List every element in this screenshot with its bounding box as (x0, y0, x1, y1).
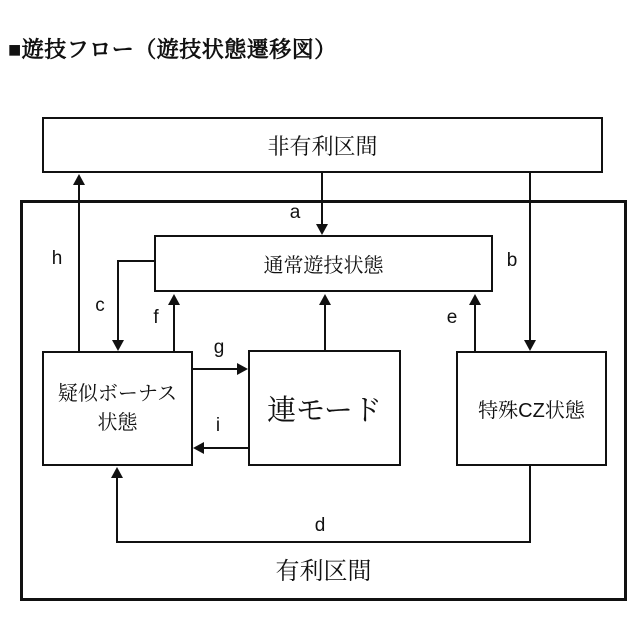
box-advantage-zone-label: 有利区間 (275, 558, 372, 585)
connector-g-label: g (213, 337, 225, 358)
box-pseudo-bonus-state (42, 351, 193, 466)
connector-b-line (529, 173, 531, 342)
connector-a-label: a (289, 202, 301, 223)
connector-d-line-horizontal (116, 541, 531, 543)
box-special-cz-state (456, 351, 607, 466)
connector-d-label: d (314, 515, 326, 536)
arrowhead-a-down-icon (316, 224, 328, 235)
box-ren-mode-label: 連モード (267, 394, 382, 427)
box-ren-mode (248, 350, 401, 466)
connector-c-line-vertical (117, 260, 119, 342)
connector-c-line-horizontal (117, 260, 155, 262)
connector-e-label: e (446, 307, 458, 328)
arrowhead-ren-to-normal-up-icon (319, 294, 331, 305)
connector-f-label: f (153, 307, 159, 328)
arrowhead-c-down-icon (112, 340, 124, 351)
connector-b-label: b (506, 250, 518, 271)
diagram-title: ■遊技フロー（遊技状態遷移図） (8, 37, 337, 62)
connector-e-line (474, 303, 476, 351)
arrowhead-d-up-icon (111, 467, 123, 478)
connector-ren-to-normal-line (324, 303, 326, 350)
connector-d-line-right-vertical (529, 466, 531, 543)
connector-d-line-left-vertical (116, 477, 118, 543)
box-special-cz-state-label: 特殊CZ状態 (478, 400, 585, 422)
box-normal-game-state (154, 235, 493, 292)
connector-a-line (321, 173, 323, 226)
arrowhead-b-down-icon (524, 340, 536, 351)
arrowhead-e-up-icon (469, 294, 481, 305)
arrowhead-h-up-icon (73, 174, 85, 185)
connector-i-label: i (215, 415, 221, 436)
connector-f-line (173, 303, 175, 351)
connector-c-label: c (95, 295, 105, 316)
box-non-advantage-zone-label: 非有利区間 (267, 133, 378, 159)
arrowhead-f-up-icon (168, 294, 180, 305)
connector-h-label: h (51, 248, 63, 269)
connector-i-line (204, 447, 248, 449)
connector-g-line (193, 368, 239, 370)
arrowhead-g-right-icon (237, 363, 248, 375)
box-non-advantage-zone (42, 117, 603, 173)
arrowhead-i-left-icon (193, 442, 204, 454)
connector-h-line (78, 184, 80, 351)
box-pseudo-bonus-state-label: 疑似ボーナス 状態 (57, 382, 178, 434)
box-normal-game-state-label: 通常遊技状態 (263, 255, 384, 277)
